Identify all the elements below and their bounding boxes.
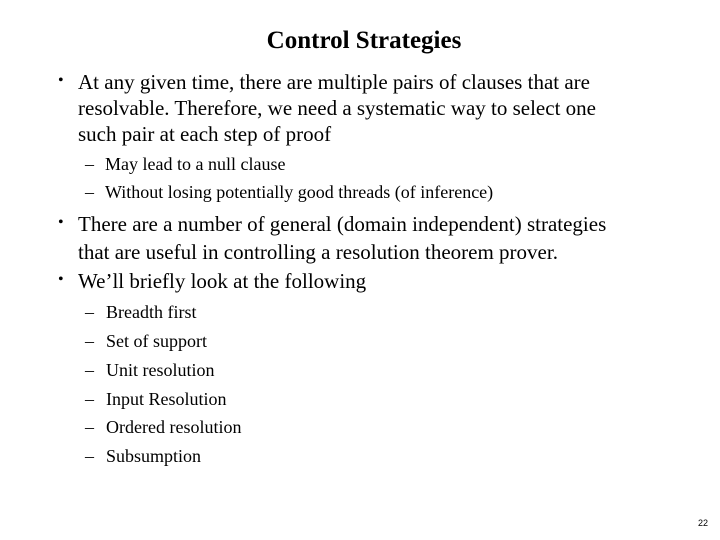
sub-item: Input Resolution [106, 389, 227, 409]
sub-item: Subsumption [106, 446, 202, 466]
bullet-2-line-1: There are a number of general (domain independent) strategies [78, 212, 607, 236]
bullet-icon: • [58, 214, 64, 231]
dash-icon: – [85, 154, 94, 174]
dash-icon: – [85, 446, 94, 466]
bullet-3-line-1: We’ll briefly look at the following [78, 269, 367, 293]
page-number: 22 [697, 518, 708, 528]
bullet-icon: • [58, 72, 64, 89]
bullet-1-line-2: resolvable. Therefore, we need a systematic way to select one [78, 96, 596, 120]
bullet-1-line-3: such pair at each step of proof [78, 122, 332, 146]
sub-item: May lead to a null clause [105, 154, 286, 174]
dash-icon: – [85, 331, 94, 351]
dash-icon: – [85, 182, 94, 202]
sub-item: Ordered resolution [106, 417, 242, 437]
sub-item: Set of support [106, 331, 207, 351]
sub-item: Breadth first [106, 302, 197, 322]
dash-icon: – [85, 389, 94, 409]
dash-icon: – [85, 360, 94, 380]
bullet-icon: • [58, 271, 64, 288]
bullet-1-line-1: At any given time, there are multiple pairs of clauses that are [78, 70, 590, 94]
dash-icon: – [85, 417, 94, 437]
dash-icon: – [85, 302, 94, 322]
sub-item: Unit resolution [106, 360, 215, 380]
sub-item: Without losing potentially good threads (of inference) [105, 182, 494, 202]
slide-title: Control Strategies [266, 27, 462, 54]
bullet-2-line-2: that are useful in controlling a resolution theorem prover. [78, 240, 558, 264]
